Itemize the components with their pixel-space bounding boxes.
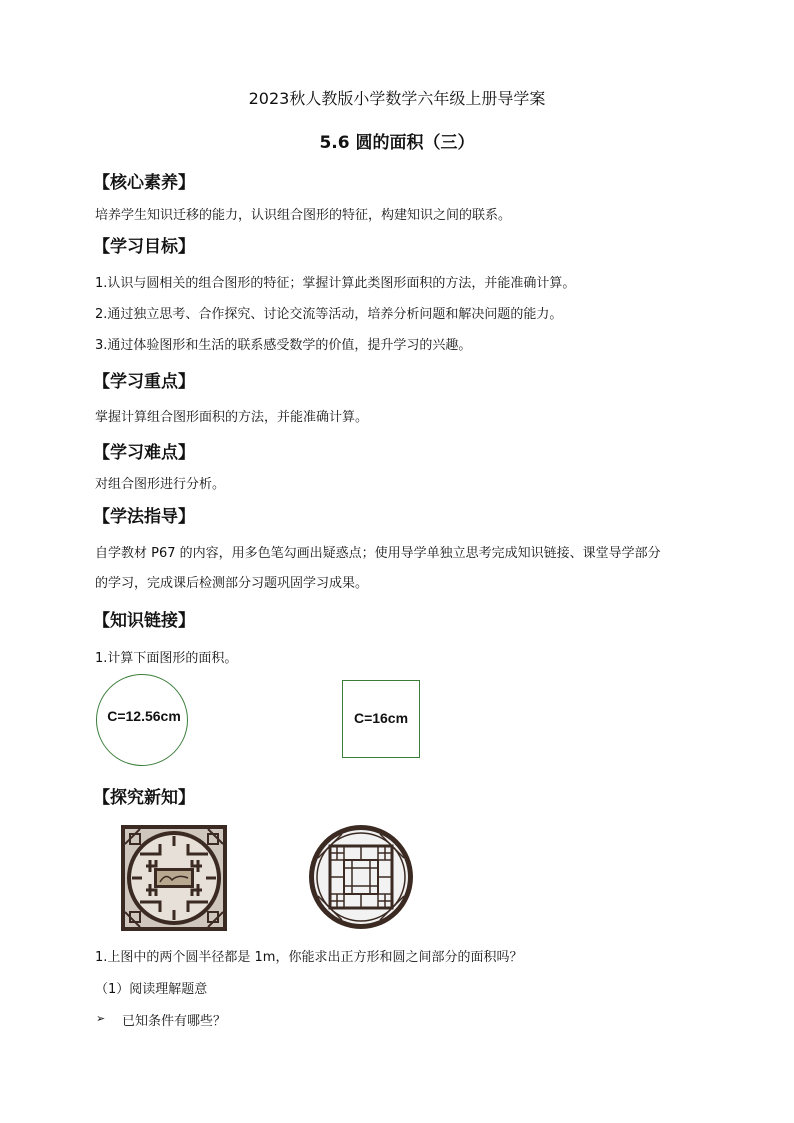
section-heading-goals: 【学习目标】 — [93, 237, 195, 257]
section-heading-method: 【学法指导】 — [93, 507, 195, 527]
square-lattice-window-image — [120, 824, 228, 932]
goal-item-3: 3.通过体验图形和生活的联系感受数学的价值，提升学习的兴趣。 — [95, 338, 472, 353]
round-lattice-window-image — [308, 824, 414, 930]
circle-label: C=12.56cm — [107, 708, 181, 724]
lesson-title: 5.6 圆的面积（三） — [319, 133, 475, 153]
document-title: 2023秋人教版小学数学六年级上册导学案 — [248, 89, 546, 108]
section-heading-core: 【核心素养】 — [93, 173, 195, 193]
method-text-line-2: 的学习，完成课后检测部分习题巩固学习成果。 — [95, 576, 369, 591]
method-text-line-1: 自学教材 P67 的内容，用多色笔勾画出疑惑点；使用导学单独立思考完成知识链接、课堂导学部分 — [95, 546, 661, 561]
core-text: 培养学生知识迁移的能力，认识组合图形的特征，构建知识之间的联系。 — [95, 208, 512, 223]
explore-subheading: （1）阅读理解题意 — [95, 982, 208, 997]
section-heading-link: 【知识链接】 — [93, 611, 195, 631]
difficulty-text: 对组合图形进行分析。 — [95, 477, 226, 492]
goal-item-1: 1.认识与圆相关的组合图形的特征；掌握计算此类图形面积的方法，并能准确计算。 — [95, 276, 576, 291]
section-heading-difficulty: 【学习难点】 — [93, 443, 195, 463]
section-heading-explore: 【探究新知】 — [93, 788, 195, 808]
link-question: 1.计算下面图形的面积。 — [95, 651, 238, 666]
explore-bullet-text: 已知条件有哪些？ — [122, 1014, 227, 1029]
section-heading-key: 【学习重点】 — [93, 372, 195, 392]
key-text: 掌握计算组合图形面积的方法，并能准确计算。 — [95, 410, 369, 425]
bullet-arrow-icon: ➢ — [96, 1012, 106, 1025]
goal-item-2: 2.通过独立思考、合作探究、讨论交流等活动，培养分析问题和解决问题的能力。 — [95, 307, 563, 322]
explore-question: 1.上图中的两个圆半径都是 1m，你能求出正方形和圆之间部分的面积吗？ — [95, 950, 523, 965]
square-label: C=16cm — [353, 710, 409, 726]
